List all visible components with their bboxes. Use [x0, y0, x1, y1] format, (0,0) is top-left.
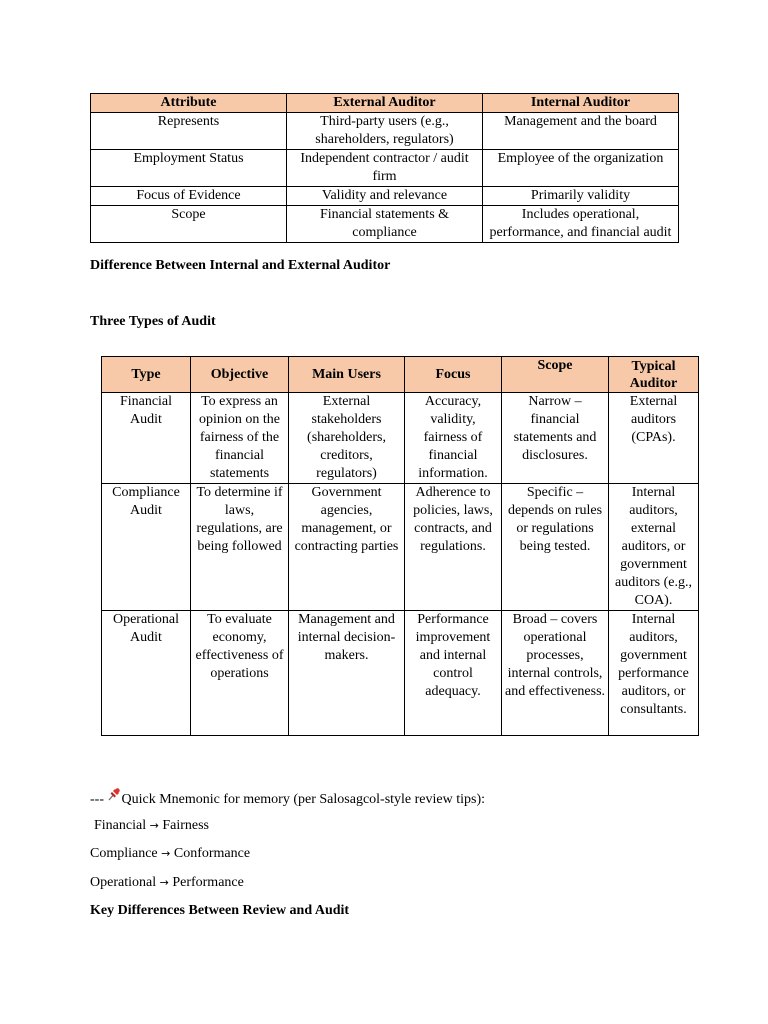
table-row [91, 187, 679, 206]
auditor-table-caption: Difference Between Internal and External Auditor [90, 258, 391, 273]
table-cell: Compliance Audit [102, 484, 191, 611]
column-header: Type [102, 357, 191, 393]
table-cell: Management and internal decision-makers. [289, 611, 405, 736]
mnemonic-keyword: Conformance [173, 846, 251, 861]
table-cell: Primarily validity [483, 187, 679, 206]
table-row [91, 206, 679, 243]
table-cell: Independent contractor / audit firm [287, 150, 483, 187]
table-cell: Employee of the organization [483, 150, 679, 187]
column-header: External Auditor [287, 94, 483, 113]
column-header: Focus [405, 357, 502, 393]
table-row [102, 611, 699, 736]
right-arrow-icon: → [159, 876, 169, 889]
table-cell: Third-party users (e.g., shareholders, regulators) [287, 113, 483, 150]
table-cell: Validity and relevance [287, 187, 483, 206]
table-cell: Represents [91, 113, 287, 150]
table-cell: To evaluate economy, effectiveness of operations [191, 611, 289, 736]
section-heading-three-types: Three Types of Audit [90, 314, 216, 329]
table-cell: To express an opinion on the fairness of the financial statements [191, 393, 289, 484]
table-cell: Financial Audit [102, 393, 191, 484]
table-cell: External auditors (CPAs). [609, 393, 699, 484]
table-header-row [102, 357, 699, 393]
pushpin-icon [108, 790, 122, 804]
table-cell: Employment Status [91, 150, 287, 187]
mnemonic-item-operational [90, 875, 244, 891]
table-cell: Scope [91, 206, 287, 243]
table-cell: Includes operational, performance, and financial audit [483, 206, 679, 243]
mnemonic-term: Compliance [90, 846, 158, 861]
mnemonic-item-compliance [90, 846, 250, 862]
section-heading-key-differences: Key Differences Between Review and Audit [90, 903, 350, 918]
mnemonic-item-financial [94, 818, 209, 834]
right-arrow-icon: → [149, 819, 159, 832]
column-header: Attribute [91, 94, 287, 113]
mnemonic-text: Quick Mnemonic for memory (per Salosagcol-style review tips): [121, 792, 486, 807]
table-cell: Internal auditors, government performance auditors, or consultants. [609, 611, 699, 736]
right-arrow-icon: → [161, 847, 171, 860]
auditor-comparison-table [90, 93, 679, 243]
table-cell: Accuracy, validity, fairness of financial information. [405, 393, 502, 484]
column-header: Internal Auditor [483, 94, 679, 113]
column-header: Main Users [289, 357, 405, 393]
column-header: Scope [502, 357, 609, 393]
mnemonic-prefix: --- [90, 792, 104, 807]
table-header-row [91, 94, 679, 113]
table-cell: Government agencies, management, or contracting parties [289, 484, 405, 611]
table-cell: Financial statements & compliance [287, 206, 483, 243]
audit-types-table [101, 356, 699, 736]
mnemonic-keyword: Performance [172, 875, 244, 890]
table-cell: Specific – depends on rules or regulations being tested. [502, 484, 609, 611]
table-row [91, 113, 679, 150]
table-cell: Broad – covers operational processes, internal controls, and effectiveness. [502, 611, 609, 736]
table-cell: Internal auditors, external auditors, or government auditors (e.g., COA). [609, 484, 699, 611]
mnemonic-term: Operational [90, 875, 157, 890]
table-cell: Management and the board [483, 113, 679, 150]
table-cell: Focus of Evidence [91, 187, 287, 206]
mnemonic-line [90, 790, 485, 808]
table-row [91, 150, 679, 187]
table-cell: Narrow – financial statements and disclosures. [502, 393, 609, 484]
column-header: Typical Auditor [609, 357, 699, 393]
table-cell: External stakeholders (shareholders, creditors, regulators) [289, 393, 405, 484]
column-header: Objective [191, 357, 289, 393]
mnemonic-keyword: Fairness [162, 818, 209, 833]
table-cell: Performance improvement and internal control adequacy. [405, 611, 502, 736]
table-row [102, 393, 699, 484]
table-cell: To determine if laws, regulations, are being followed [191, 484, 289, 611]
mnemonic-term: Financial [94, 818, 147, 833]
table-cell: Adherence to policies, laws, contracts, and regulations. [405, 484, 502, 611]
table-row [102, 484, 699, 611]
table-cell: Operational Audit [102, 611, 191, 736]
